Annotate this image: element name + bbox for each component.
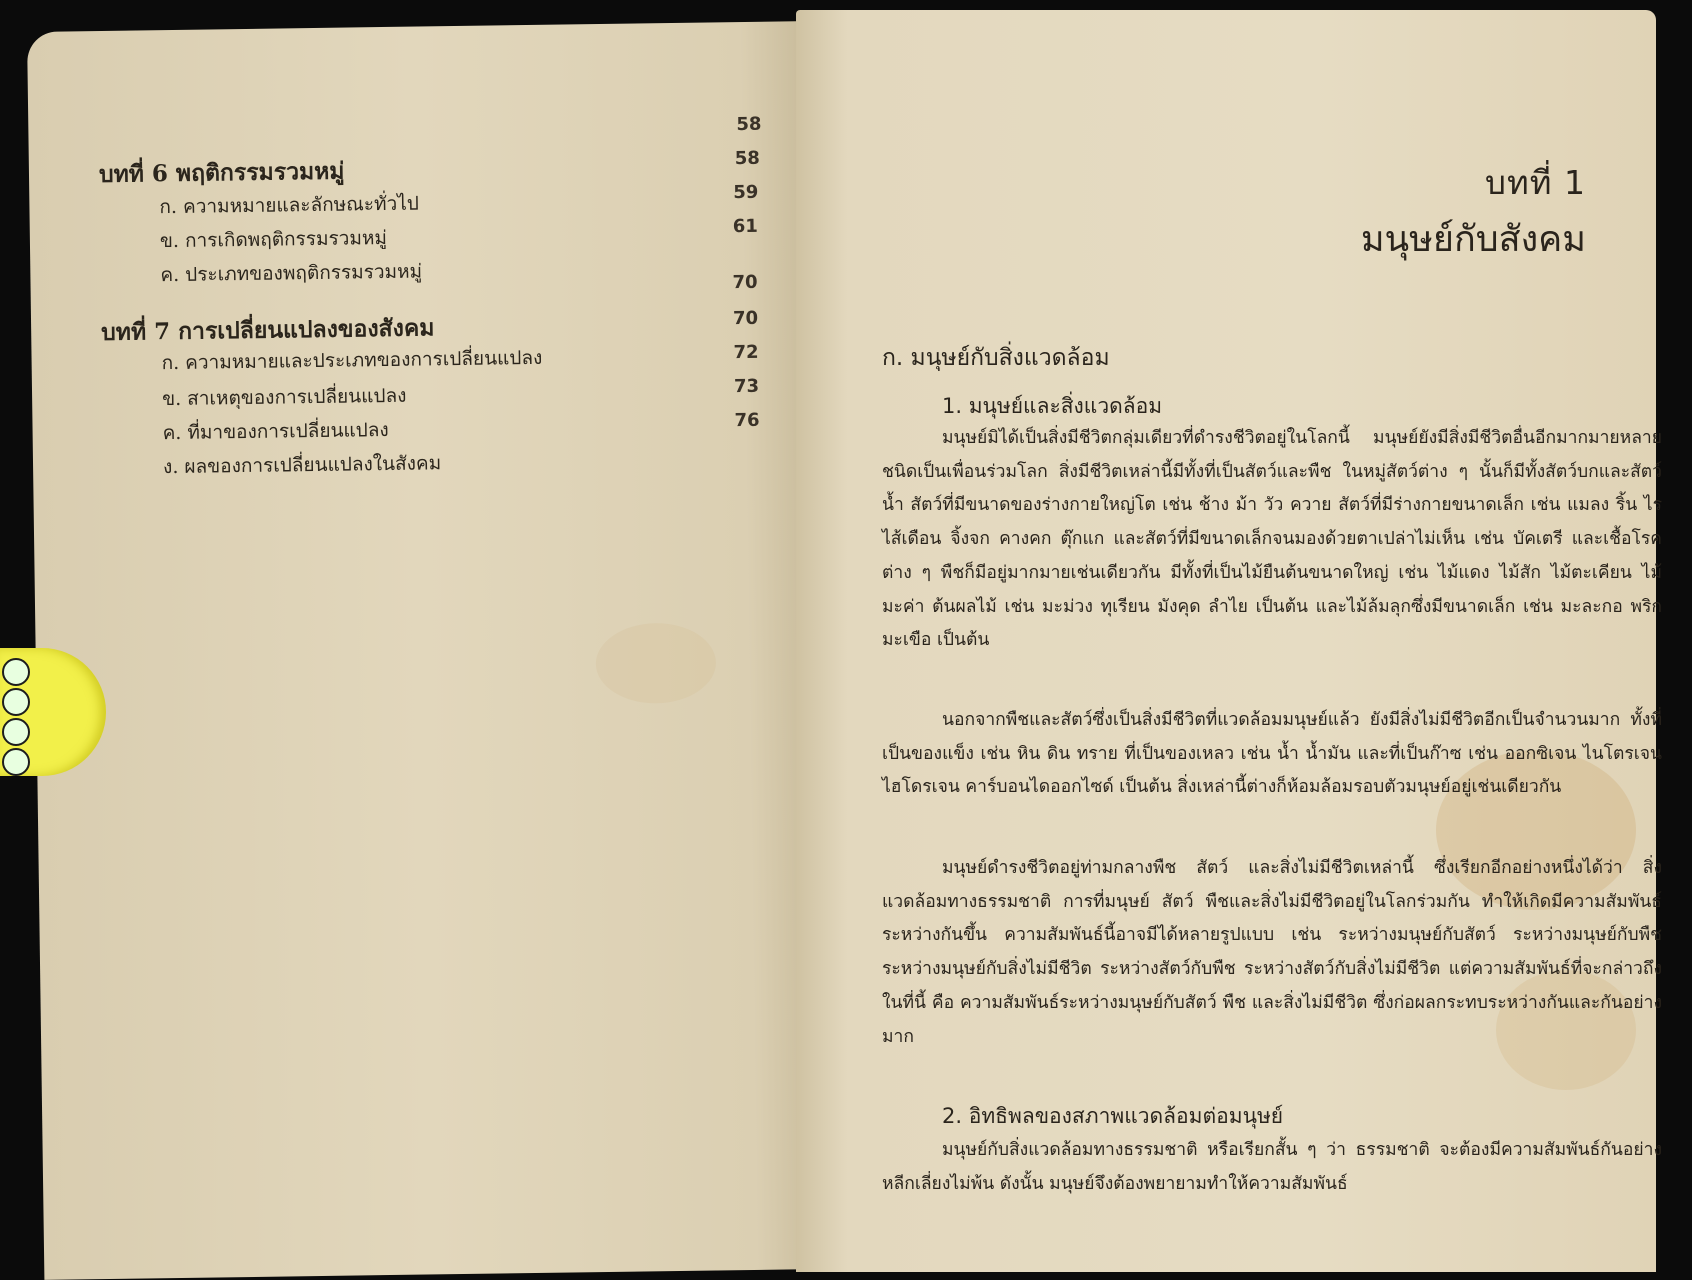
chapter-number: บทที่ 1 — [1485, 163, 1586, 202]
clip-dot — [2, 658, 30, 686]
left-page — [27, 21, 819, 1280]
toc-page-number: 76 — [734, 409, 760, 432]
toc-item: ข. การเกิดพฤติกรรมรวมหมู่ — [159, 226, 388, 253]
toc-chapter-title: บทที่ 6 พฤติกรรมรวมหมู่ — [98, 157, 345, 189]
clip-dot — [2, 748, 30, 776]
clip-dot — [2, 688, 30, 716]
paragraph — [882, 422, 1662, 658]
clip-dot — [2, 718, 30, 746]
toc-page-number: 72 — [733, 341, 759, 364]
section-heading: ก. มนุษย์กับสิ่งแวดล้อม — [882, 345, 1110, 371]
toc-page-number: 59 — [733, 181, 759, 204]
clip-dots — [2, 658, 32, 778]
toc-item: ค. ประเภทของพฤติกรรมรวมหมู่ — [160, 260, 423, 287]
right-page — [796, 10, 1662, 1272]
toc-page-number: 70 — [732, 307, 759, 330]
toc-item: ก. ความหมายและประเภทของการเปลี่ยนแปลง — [161, 346, 543, 375]
subsection-heading: 2. อิทธิพลของสภาพแวดล้อมต่อมนุษย์ — [942, 1104, 1284, 1128]
table-of-contents — [27, 21, 810, 632]
toc-item: ข. สาเหตุของการเปลี่ยนแปลง — [161, 384, 407, 411]
paragraph — [882, 704, 1662, 805]
paragraph-text: มนุษย์กับสิ่งแวดล้อมทางธรรมชาติ หรือเรียกสั้น ๆ ว่า ธรรมชาติ จะต้องมีความสัมพันธ์กันอย่างหลีกเลี่ยงไม่พ้น ดังนั้น มนุษย์จึงต้องพยายามทำให้ความสัมพันธ์ — [882, 1140, 1662, 1194]
paragraph-text: มนุษย์ดำรงชีวิตอยู่ท่ามกลางพืช สัตว์ และสิ่งไม่มีชีวิตเหล่านี้ ซึ่งเรียกอีกอย่างหนึ่งได้ว่า สิ่งแวดล้อมทางธรรมชาติ การที่มนุษย์ สัตว์ พืชและสิ่งไม่มีชีวิตอยู่ในโลกร่วมกัน ทำให้เกิดมีความสัมพันธ์ระหว่างกันขึ้น ความสัมพันธ์นี้อาจมีได้หลายรูปแบบ เช่น ระหว่างมนุษย์กับสัตว์ ระหว่างมนุษย์กับพืช ระหว่างมนุษย์กับสิ่งไม่มีชีวิต ระหว่างสัตว์กับพืช ระหว่างสัตว์กับสิ่งไม่มีชีวิต แต่ความสัมพันธ์ที่จะกล่าวถึงในที่นี้ คือ ความสัมพันธ์ระหว่างมนุษย์กับสัตว์ พืช และสิ่งไม่มีชีวิต ซึ่งก่อผลกระทบระหว่างกันและกันอย่างมาก — [882, 858, 1662, 1047]
paragraph-text: มนุษย์มิได้เป็นสิ่งมีชีวิตกลุ่มเดียวที่ดำรงชีวิตอยู่ในโลกนี้ มนุษย์ยังมีสิ่งมีชีวิตอื่นอีกมากมายหลายชนิดเป็นเพื่อนร่วมโลก สิ่งมีชีวิตเหล่านี้มีทั้งที่เป็นสัตว์และพืช ในหมู่สัตว์ต่าง ๆ นั้นก็มีทั้งสัตว์บกและสัตว์น้ำ สัตว์ที่มีขนาดของร่างกายใหญ่โต เช่น ช้าง ม้า วัว ควาย สัตว์ที่มีร่างกายขนาดเล็ก เช่น แมลง ริ้น ไร ไส้เดือน จิ้งจก คางคก ตุ๊กแก และสัตว์ที่มีขนาดเล็กจนมองด้วยตาเปล่าไม่เห็น เช่น บัคเตรี และเชื้อโรคต่าง ๆ พืชก็มีอยู่มากมายเช่นเดียวกัน มีทั้งที่เป็นไม้ยืนต้นขนาดใหญ่ เช่น ไม้แดง ไม้สัก ไม้ตะเคียน ไม้มะค่า ต้นผลไม้ เช่น มะม่วง ทุเรียน มังคุด ลำไย เป็นต้น และไม้ล้มลุกซึ่งมีขนาดเล็ก เช่น มะละกอ พริก มะเขือ เป็นต้น — [882, 428, 1662, 651]
toc-page-number: 58 — [736, 113, 762, 136]
toc-item: ก. ความหมายและลักษณะทั่วไป — [159, 192, 420, 219]
toc-chapter-title: บทที่ 7 การเปลี่ยนแปลงของสังคม — [101, 314, 435, 346]
paragraph — [882, 852, 1662, 1054]
paragraph — [882, 1134, 1662, 1201]
chapter-title: มนุษย์กับสังคม — [1360, 219, 1586, 260]
toc-page-number: 61 — [732, 215, 758, 238]
subsection-heading: 1. มนุษย์และสิ่งแวดล้อม — [942, 394, 1163, 418]
toc-page-number: 73 — [733, 375, 760, 398]
toc-page-number: 58 — [734, 147, 761, 170]
toc-item: ง. ผลของการเปลี่ยนแปลงในสังคม — [162, 452, 442, 479]
paragraph-text: นอกจากพืชและสัตว์ซึ่งเป็นสิ่งมีชีวิตที่แวดล้อมมนุษย์แล้ว ยังมีสิ่งไม่มีชีวิตอีกเป็นจำนวนมาก ทั้งที่เป็นของแข็ง เช่น หิน ดิน ทราย ที่เป็นของเหลว เช่น น้ำ น้ำมัน และที่เป็นก๊าซ เช่น ออกซิเจน ไนโตรเจน ไฮโดรเจน คาร์บอนไดออกไซด์ เป็นต้น สิ่งเหล่านี้ต่างก็ห้อมล้อมรอบตัวมนุษย์อยู่เช่นเดียวกัน — [882, 710, 1662, 798]
paper-stain — [595, 622, 716, 704]
toc-item: ค. ที่มาของการเปลี่ยนแปลง — [162, 418, 389, 445]
toc-page-number: 70 — [732, 271, 758, 294]
